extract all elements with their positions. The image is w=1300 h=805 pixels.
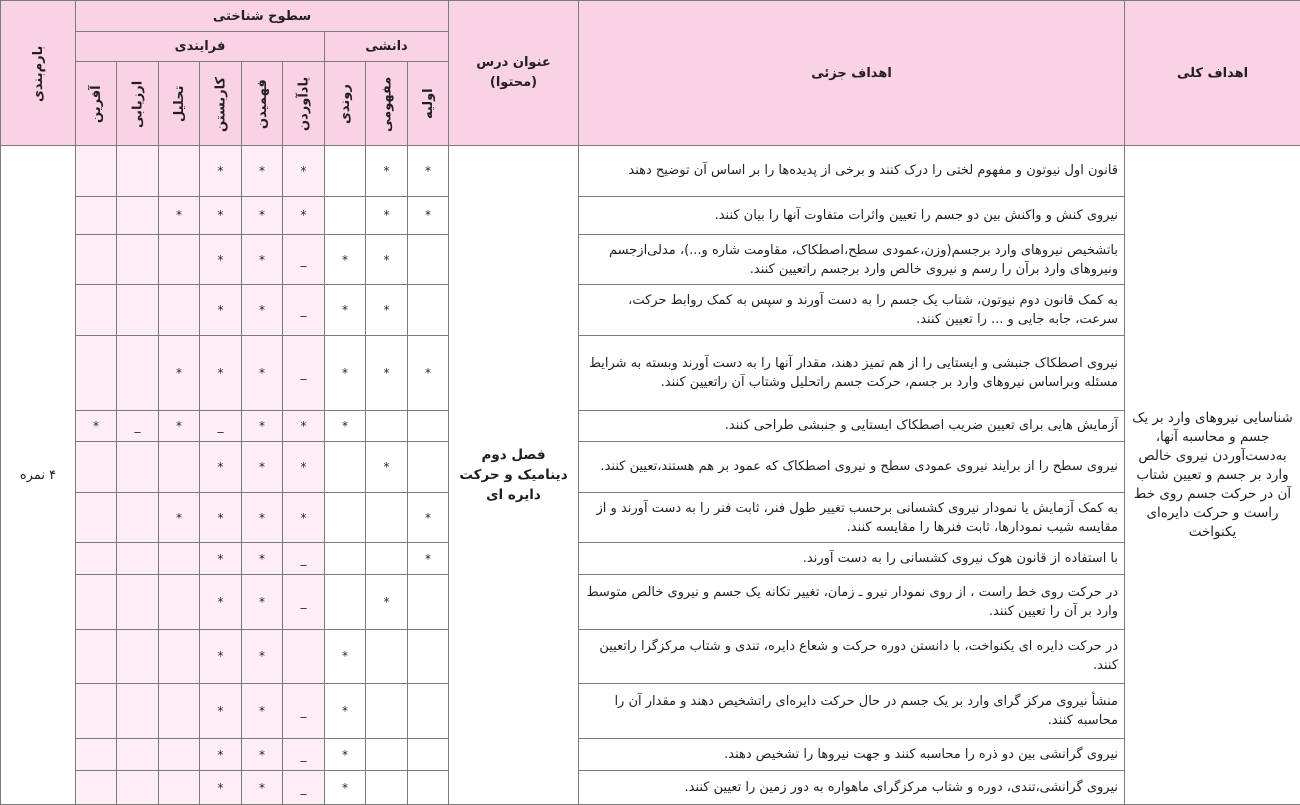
level-mark-cell: * <box>200 543 242 574</box>
level-mark-cell <box>408 684 449 739</box>
objective-row <box>1 684 1300 739</box>
level-mark-cell: * <box>366 235 408 285</box>
level-mark-cell <box>76 543 117 574</box>
level-mark-cell: _ <box>200 410 242 441</box>
level-mark-cell: * <box>159 335 200 410</box>
sub-objective-cell: آزمایش هایی برای تعیین ضریب اصطکاک ایستایی و جنبشی طراحی کنند. <box>579 410 1125 441</box>
level-mark-cell: _ <box>283 543 325 574</box>
level-mark-cell: * <box>200 146 242 197</box>
sub-objective-cell: قانون اول نیوتون و مفهوم لختی را درک کنند و برخی از پدیده‌ها را بر اساس آن توضیح دهند <box>579 146 1125 197</box>
sub-objective-cell: با استفاده از قانون هوک نیروی کشسانی را به دست آورند. <box>579 543 1125 574</box>
level-mark-cell: * <box>200 442 242 493</box>
level-mark-cell: * <box>325 284 366 335</box>
level-mark-cell <box>76 771 117 805</box>
level-mark-cell: * <box>242 442 283 493</box>
sub-objectives-header: اهداف جزئی <box>579 1 1125 146</box>
level-mark-cell <box>117 146 159 197</box>
level-mark-cell <box>408 235 449 285</box>
objective-row <box>1 335 1300 410</box>
level-mark-cell <box>408 629 449 684</box>
level-mark-cell: * <box>408 492 449 543</box>
level-header: تحلیل <box>159 62 200 146</box>
level-mark-cell <box>117 235 159 285</box>
level-mark-cell: * <box>159 196 200 235</box>
level-mark-cell: * <box>200 684 242 739</box>
objective-row <box>1 284 1300 335</box>
level-header: یادآوردن <box>283 62 325 146</box>
level-mark-cell: _ <box>283 574 325 629</box>
objective-row <box>1 492 1300 543</box>
level-mark-cell <box>408 410 449 441</box>
level-mark-cell: * <box>200 492 242 543</box>
level-mark-cell <box>159 284 200 335</box>
level-mark-cell <box>408 739 449 771</box>
process-group-header: فرایندی <box>76 32 325 62</box>
level-mark-cell <box>76 146 117 197</box>
level-mark-cell: * <box>242 684 283 739</box>
level-mark-cell: * <box>200 284 242 335</box>
level-mark-cell <box>366 629 408 684</box>
level-mark-cell: * <box>283 442 325 493</box>
level-mark-cell <box>117 284 159 335</box>
objective-row <box>1 629 1300 684</box>
level-mark-cell <box>76 196 117 235</box>
level-mark-cell: * <box>200 771 242 805</box>
level-mark-cell: * <box>325 684 366 739</box>
level-mark-cell: * <box>242 574 283 629</box>
level-header: مفهومی <box>366 62 408 146</box>
level-mark-cell <box>325 146 366 197</box>
level-mark-cell: * <box>242 335 283 410</box>
level-mark-cell <box>325 442 366 493</box>
objective-row <box>1 410 1300 441</box>
level-mark-cell: * <box>242 629 283 684</box>
objective-row <box>1 146 1300 197</box>
level-mark-cell: * <box>242 196 283 235</box>
level-mark-cell <box>76 442 117 493</box>
level-mark-cell: * <box>242 771 283 805</box>
level-mark-cell <box>283 629 325 684</box>
level-mark-cell <box>117 771 159 805</box>
objective-row <box>1 442 1300 493</box>
objective-row <box>1 235 1300 285</box>
general-objectives-header: اهداف کلی <box>1125 1 1300 146</box>
sub-objective-cell: نیروی گرانشی بین دو ذره را محاسبه کنند و جهت نیروها را تشخیص دهند. <box>579 739 1125 771</box>
level-mark-cell <box>76 629 117 684</box>
level-mark-cell <box>159 574 200 629</box>
level-mark-cell: * <box>283 196 325 235</box>
level-header: فهمیدن <box>242 62 283 146</box>
level-mark-cell: * <box>366 146 408 197</box>
level-mark-cell <box>325 196 366 235</box>
level-mark-cell <box>159 235 200 285</box>
level-mark-cell <box>159 739 200 771</box>
level-mark-cell <box>159 543 200 574</box>
level-mark-cell: * <box>242 284 283 335</box>
objective-row <box>1 543 1300 574</box>
objective-row <box>1 771 1300 805</box>
level-mark-cell: * <box>200 739 242 771</box>
level-mark-cell: _ <box>283 235 325 285</box>
level-mark-cell <box>76 739 117 771</box>
level-mark-cell: * <box>366 574 408 629</box>
level-mark-cell <box>117 543 159 574</box>
level-mark-cell: * <box>200 235 242 285</box>
level-mark-cell <box>325 574 366 629</box>
level-mark-cell: * <box>242 410 283 441</box>
scoring-header: بارم‌بندی <box>1 1 76 146</box>
level-mark-cell: _ <box>283 771 325 805</box>
lesson-title-header: عنوان درس (محتوا) <box>449 1 579 146</box>
level-mark-cell <box>76 492 117 543</box>
level-mark-cell <box>408 284 449 335</box>
level-mark-cell <box>76 235 117 285</box>
level-mark-cell <box>76 684 117 739</box>
knowledge-group-header: دانشی <box>325 32 449 62</box>
level-mark-cell <box>76 284 117 335</box>
level-mark-cell: * <box>200 574 242 629</box>
level-header: آفرین <box>76 62 117 146</box>
general-objective-cell: شناسایی نیروهای وارد بر یک جسم و محاسبه آنها، به‌دست‌آوردن نیروی خالص وارد بر جسم و تعیین شتاب آن در حرکت جسم روی خط راست و حرکت دایره‌ای یکنواخت <box>1125 146 1300 805</box>
level-mark-cell <box>117 442 159 493</box>
objective-row <box>1 739 1300 771</box>
level-mark-cell: * <box>408 196 449 235</box>
score-cell: ۴ نمره <box>1 146 76 805</box>
sub-objective-cell: در حرکت روی خط راست ، از روی نمودار نیرو ـ زمان، تغییر تکانه یک جسم و نیروی خالص متوسط وارد بر آن را تعیین کنند. <box>579 574 1125 629</box>
level-mark-cell <box>117 196 159 235</box>
level-mark-cell: * <box>159 410 200 441</box>
level-mark-cell: _ <box>283 739 325 771</box>
level-mark-cell: * <box>283 146 325 197</box>
level-mark-cell: * <box>76 410 117 441</box>
level-mark-cell: * <box>325 410 366 441</box>
level-mark-cell: * <box>366 442 408 493</box>
objectives-body <box>1 146 1300 805</box>
level-mark-cell: * <box>325 629 366 684</box>
sub-objective-cell: نیروی اصطکاک جنبشی و ایستایی را از هم تمیز دهند، مقدار آنها را به دست آورند وبسته به شرایط مسئله وبراساس نیروهای وارد بر جسم، حرکت جسم راتحلیل وشتاب آن راتعیین کنند. <box>579 335 1125 410</box>
sub-objective-cell: به کمک آزمایش یا نمودار نیروی کشسانی برحسب تغییر طول فنر، ثابت فنر را به دست آورند و از مقایسه شیب نمودارها، ثابت فنرها را مقایسه کنند. <box>579 492 1125 543</box>
sub-objective-cell: در حرکت دایره ای یکنواخت، با دانستن دوره حرکت و شعاع دایره، تندی و شتاب مرکزگرا راتعیین کنند. <box>579 629 1125 684</box>
level-header: کاربستن <box>200 62 242 146</box>
level-mark-cell: * <box>325 771 366 805</box>
level-mark-cell: * <box>242 492 283 543</box>
level-mark-cell: * <box>366 196 408 235</box>
level-mark-cell: * <box>325 235 366 285</box>
level-mark-cell <box>325 543 366 574</box>
level-mark-cell: * <box>200 335 242 410</box>
level-mark-cell: * <box>242 146 283 197</box>
level-mark-cell: * <box>159 492 200 543</box>
level-mark-cell: * <box>283 410 325 441</box>
level-mark-cell: * <box>408 543 449 574</box>
level-mark-cell: * <box>366 284 408 335</box>
cognitive-levels-header: سطوح شناختی <box>76 1 449 32</box>
level-header: ارزیابی <box>117 62 159 146</box>
level-mark-cell <box>366 771 408 805</box>
level-mark-cell <box>366 410 408 441</box>
level-header: روندی <box>325 62 366 146</box>
level-mark-cell <box>159 146 200 197</box>
level-mark-cell: * <box>200 196 242 235</box>
level-mark-cell: * <box>242 235 283 285</box>
level-mark-cell: * <box>242 543 283 574</box>
level-header: اولیه <box>408 62 449 146</box>
level-mark-cell: * <box>325 739 366 771</box>
level-mark-cell: * <box>200 629 242 684</box>
level-mark-cell <box>117 684 159 739</box>
level-mark-cell <box>408 771 449 805</box>
level-mark-cell <box>159 684 200 739</box>
level-mark-cell <box>117 335 159 410</box>
level-mark-cell: * <box>408 146 449 197</box>
sub-objective-cell: نیروی گرانشی،تندی، دوره و شتاب مرکزگرای ماهواره به دور زمین را تعیین کنند. <box>579 771 1125 805</box>
level-mark-cell: _ <box>283 684 325 739</box>
level-mark-cell <box>159 442 200 493</box>
level-mark-cell <box>117 629 159 684</box>
level-mark-cell: _ <box>283 284 325 335</box>
level-mark-cell <box>366 684 408 739</box>
sub-objective-cell: باتشخیص نیروهای وارد برجسم(وزن،عمودی سطح،اصطکاک، مقاومت شاره و...)، مدلی‌ازجسم ونیروهای وارد برآن را رسم و نیروی خالص وارد برجسم راتعیین کنند. <box>579 235 1125 285</box>
level-mark-cell: _ <box>117 410 159 441</box>
level-mark-cell: * <box>242 739 283 771</box>
sub-objective-cell: نیروی کنش و واکنش بین دو جسم را تعیین واثرات متفاوت آنها را بیان کنند. <box>579 196 1125 235</box>
sub-objective-cell: منشأ نیروی مرکز گرای وارد بر یک جسم در حال حرکت دایره‌ای راتشخیص دهند و مقدار آن را محاسبه کنند. <box>579 684 1125 739</box>
level-mark-cell: _ <box>283 335 325 410</box>
level-mark-cell <box>366 739 408 771</box>
level-mark-cell <box>408 442 449 493</box>
level-mark-cell <box>159 629 200 684</box>
level-mark-cell: * <box>366 335 408 410</box>
level-mark-cell <box>159 771 200 805</box>
level-mark-cell <box>76 335 117 410</box>
level-mark-cell <box>117 574 159 629</box>
level-mark-cell <box>366 543 408 574</box>
objective-row <box>1 196 1300 235</box>
level-mark-cell <box>117 492 159 543</box>
level-mark-cell <box>325 492 366 543</box>
level-mark-cell <box>408 574 449 629</box>
level-mark-cell: * <box>325 335 366 410</box>
objective-row <box>1 574 1300 629</box>
sub-objective-cell: به کمک قانون دوم نیوتون، شتاب یک جسم را به دست آورند و سپس به کمک روابط حرکت، سرعت، جابه جایی و ... را تعیین کنند. <box>579 284 1125 335</box>
level-mark-cell: * <box>283 492 325 543</box>
level-mark-cell <box>366 492 408 543</box>
level-mark-cell <box>76 574 117 629</box>
lesson-title-cell: فصل دوم دینامیک و حرکت دایره ای <box>449 146 579 805</box>
sub-objective-cell: نیروی سطح را از برایند نیروی عمودی سطح و نیروی اصطکاک که عمود بر هم هستند،تعیین کنند. <box>579 442 1125 493</box>
level-mark-cell: * <box>408 335 449 410</box>
level-mark-cell <box>117 739 159 771</box>
